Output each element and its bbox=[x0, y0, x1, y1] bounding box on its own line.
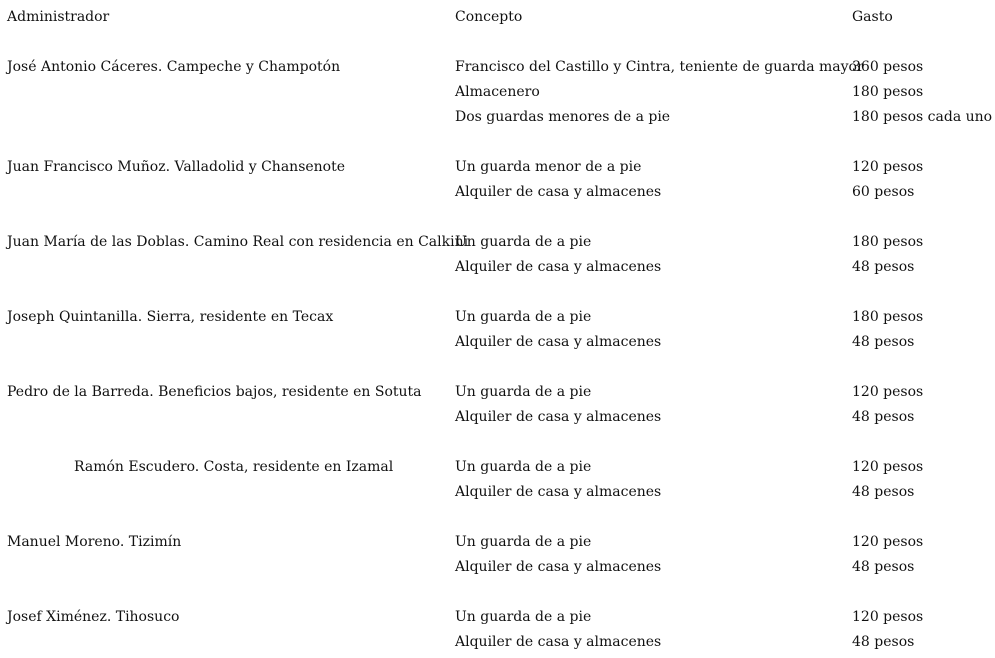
administrador-cell: Josef Ximénez. Tihosuco bbox=[7, 609, 180, 625]
administrador-cell: Juan Francisco Muñoz. Valladolid y Chansenote bbox=[7, 159, 346, 175]
administrador-cell: Ramón Escudero. Costa, residente en Izamal bbox=[74, 459, 394, 475]
concepto-cell: Alquiler de casa y almacenes bbox=[455, 484, 662, 500]
gasto-cell: 48 pesos bbox=[852, 259, 915, 275]
concepto-cell: Un guarda menor de a pie bbox=[455, 159, 642, 175]
concepto-cell: Un guarda de a pie bbox=[455, 234, 592, 250]
concepto-cell: Francisco del Castillo y Cintra, teniente de guarda mayor bbox=[455, 59, 864, 75]
header-administrador: Administrador bbox=[7, 9, 110, 25]
gasto-cell: 180 pesos bbox=[852, 84, 924, 100]
concepto-cell: Un guarda de a pie bbox=[455, 459, 592, 475]
administrador-cell: Pedro de la Barreda. Beneficios bajos, residente en Sotuta bbox=[7, 384, 422, 400]
gasto-cell: 180 pesos bbox=[852, 234, 924, 250]
concepto-cell: Un guarda de a pie bbox=[455, 309, 592, 325]
gasto-cell: 48 pesos bbox=[852, 559, 915, 575]
gasto-cell: 48 pesos bbox=[852, 334, 915, 350]
gasto-cell: 120 pesos bbox=[852, 159, 924, 175]
concepto-cell: Alquiler de casa y almacenes bbox=[455, 259, 662, 275]
administrador-cell: José Antonio Cáceres. Campeche y Champotón bbox=[7, 59, 341, 75]
administrador-cell: Manuel Moreno. Tizimín bbox=[7, 534, 182, 550]
gasto-cell: 360 pesos bbox=[852, 59, 924, 75]
administrador-cell: Juan María de las Doblas. Camino Real con residencia en Calkini bbox=[7, 234, 469, 250]
header-gasto: Gasto bbox=[852, 9, 893, 25]
gasto-cell: 48 pesos bbox=[852, 634, 915, 650]
concepto-cell: Un guarda de a pie bbox=[455, 384, 592, 400]
gasto-cell: 120 pesos bbox=[852, 534, 924, 550]
concepto-cell: Alquiler de casa y almacenes bbox=[455, 334, 662, 350]
concepto-cell: Almacenero bbox=[455, 84, 540, 100]
concepto-cell: Un guarda de a pie bbox=[455, 609, 592, 625]
administrador-cell: Joseph Quintanilla. Sierra, residente en Tecax bbox=[7, 309, 334, 325]
concepto-cell: Alquiler de casa y almacenes bbox=[455, 634, 662, 650]
concepto-cell: Un guarda de a pie bbox=[455, 534, 592, 550]
gasto-cell: 60 pesos bbox=[852, 184, 915, 200]
concepto-cell: Alquiler de casa y almacenes bbox=[455, 184, 662, 200]
gasto-cell: 180 pesos cada uno bbox=[852, 109, 993, 125]
gasto-cell: 180 pesos bbox=[852, 309, 924, 325]
concepto-cell: Dos guardas menores de a pie bbox=[455, 109, 671, 125]
concepto-cell: Alquiler de casa y almacenes bbox=[455, 559, 662, 575]
gasto-cell: 48 pesos bbox=[852, 484, 915, 500]
concepto-cell: Alquiler de casa y almacenes bbox=[455, 409, 662, 425]
gasto-cell: 48 pesos bbox=[852, 409, 915, 425]
gasto-cell: 120 pesos bbox=[852, 384, 924, 400]
gasto-cell: 120 pesos bbox=[852, 609, 924, 625]
gasto-cell: 120 pesos bbox=[852, 459, 924, 475]
header-concepto: Concepto bbox=[455, 9, 523, 25]
